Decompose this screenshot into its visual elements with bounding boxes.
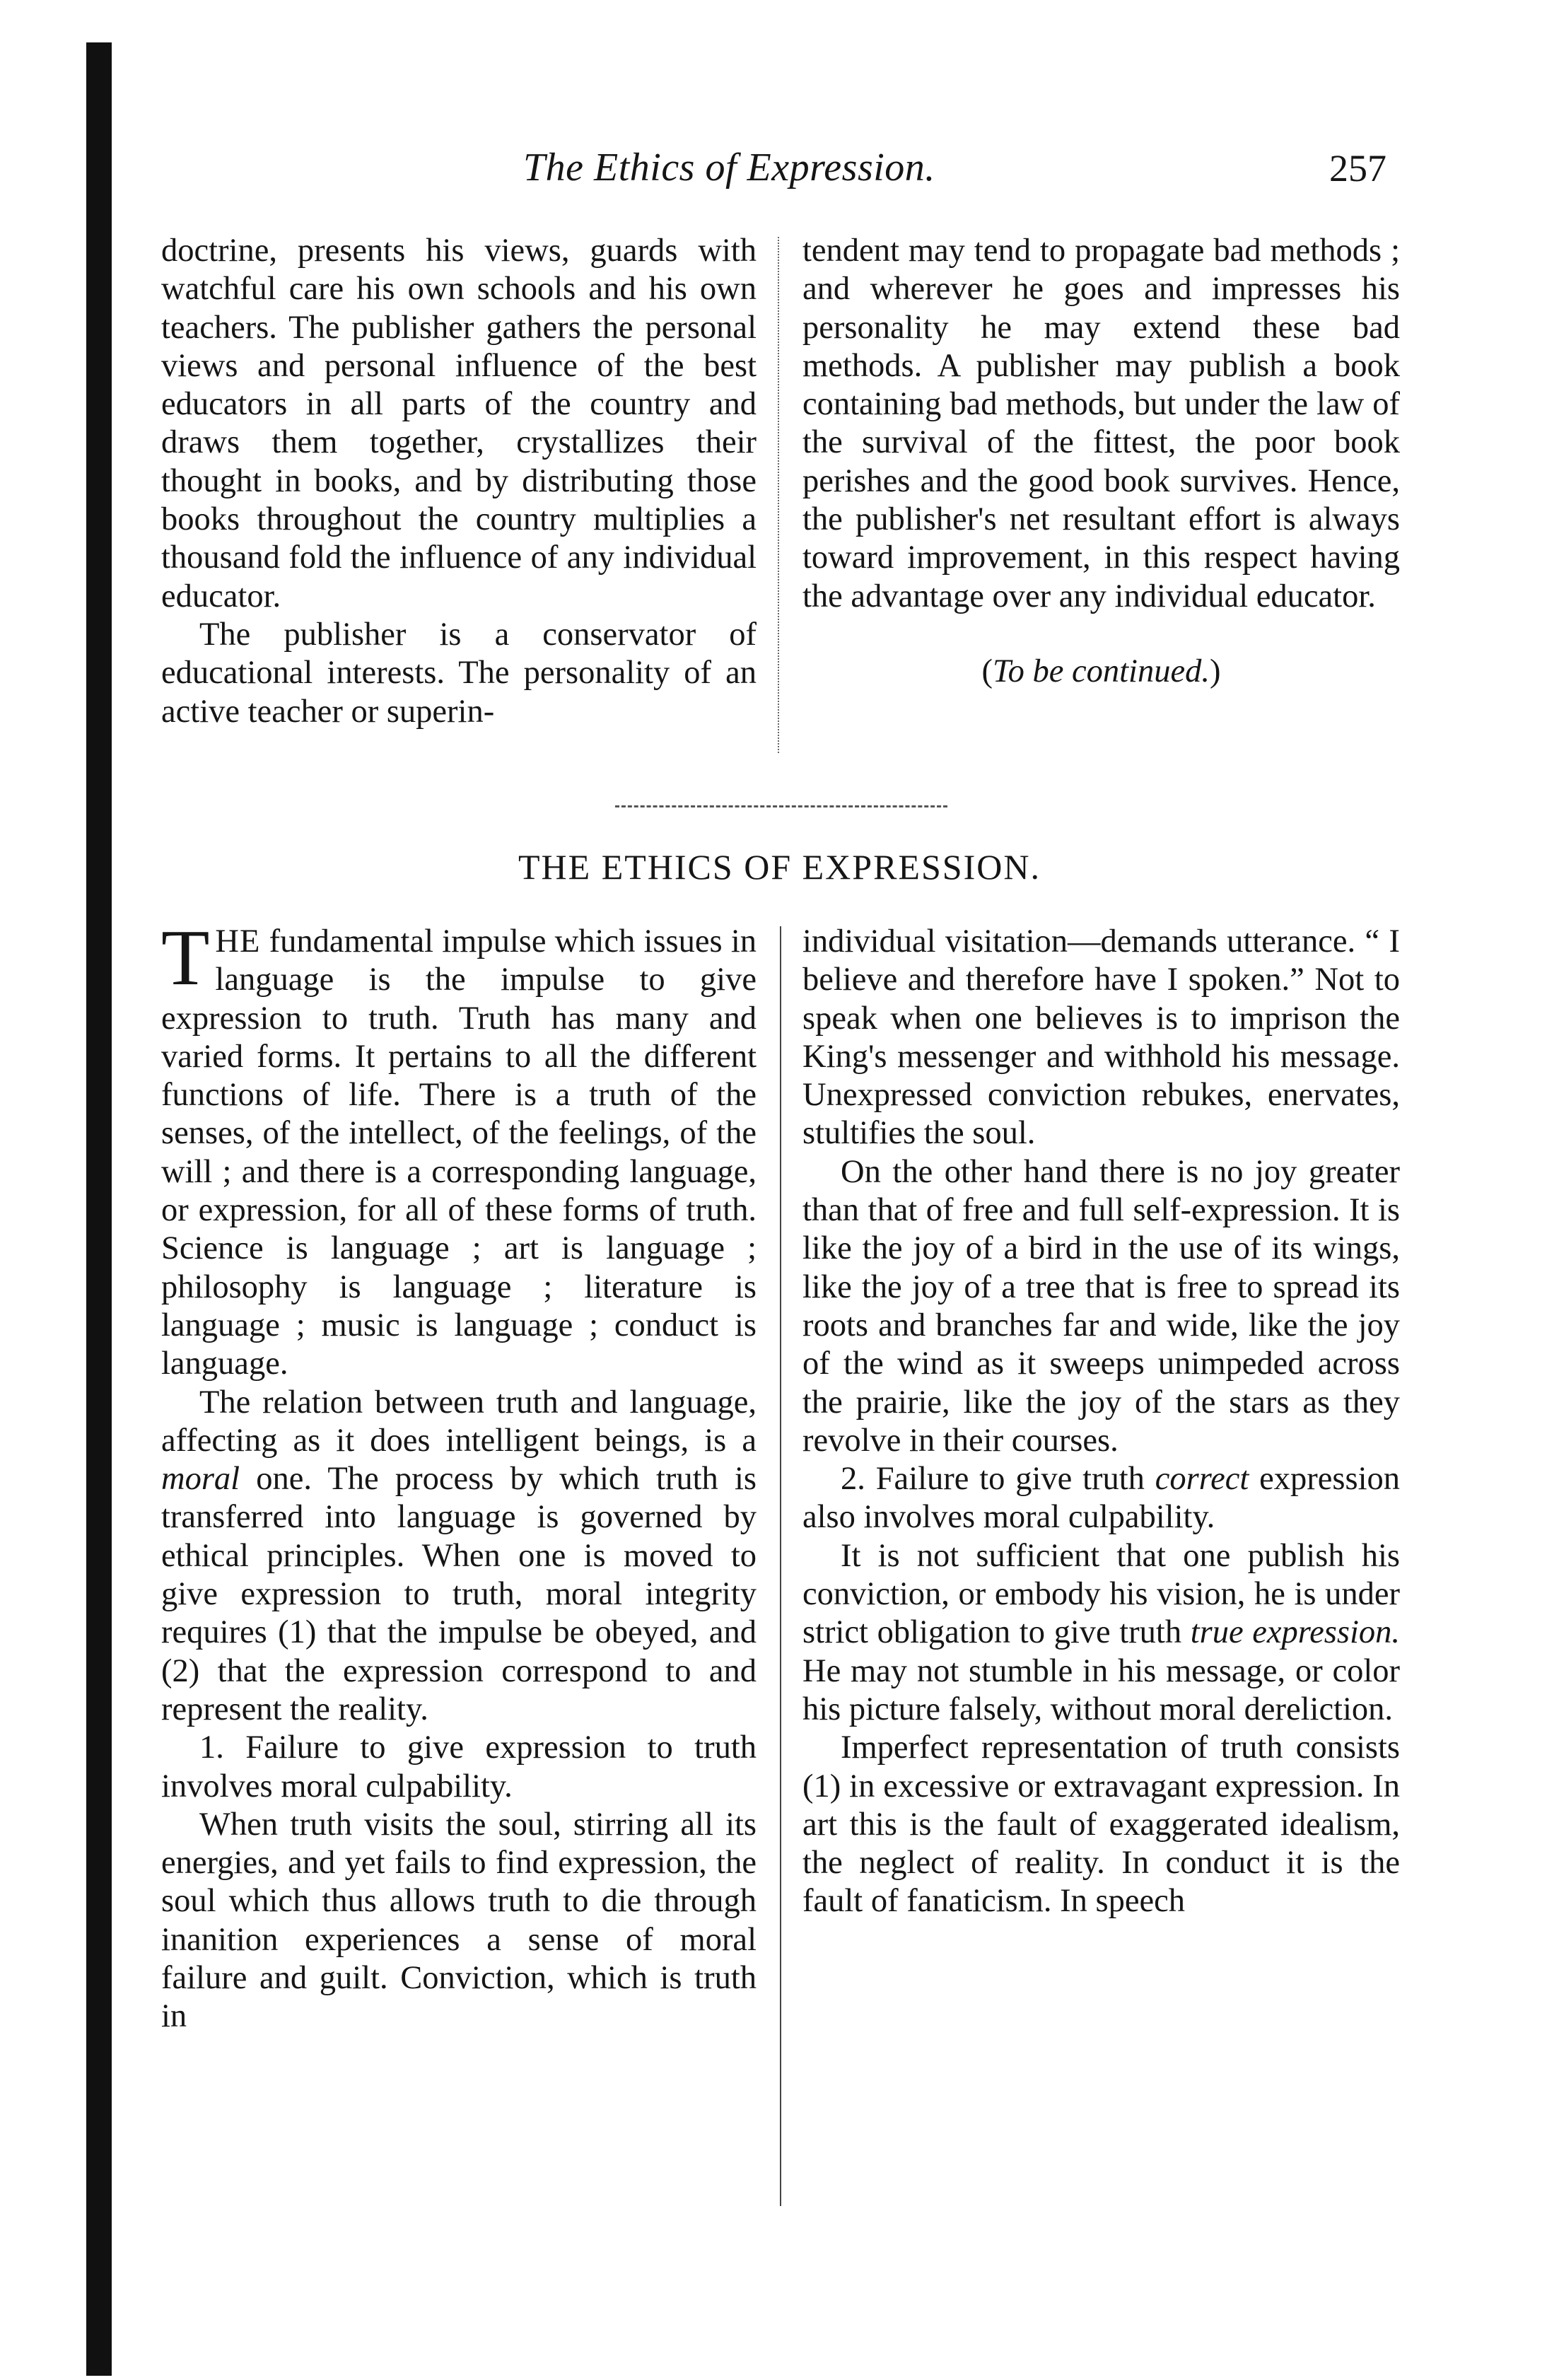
top-right-column: [802, 232, 1400, 691]
paragraph: doctrine, presents his views, guards with watchful care his own schools and his own teachers. The publisher gathers the personal views and personal influence of the best educators in all parts of the country and draws them together, crystallizes their thought in books, and by distributing those books throughout the country multiplies a thousand fold the influence of any individual educator.: [161, 233, 757, 614]
bottom-left-column: [161, 914, 757, 2036]
continued-text: To be continued.: [993, 653, 1210, 689]
bottom-right-column: [802, 923, 1400, 1921]
paragraph: It is not sufficient that one publish his conviction, or embody his vision, he is under strict obligation to give truth true expression. He may not stumble in his message, or color his picture falsely, without moral dereliction.: [802, 1537, 1401, 1727]
scan-binding-edge: [86, 42, 112, 2376]
paragraph: 1. Failure to give expression to truth involves moral culpability.: [161, 1729, 757, 1804]
column-divider-bottom: [780, 926, 783, 2206]
column-divider-top: [778, 237, 781, 753]
paragraph: 2. Failure to give truth correct expression also involves moral culpability.: [802, 1461, 1401, 1536]
article-title: THE ETHICS OF EXPRESSION.: [518, 847, 1041, 887]
emphasis: true expression.: [1190, 1614, 1401, 1651]
first-word: HE: [215, 923, 261, 959]
section-separator: [615, 805, 947, 807]
paragraph: The publisher is a conservator of educational interests. The personality of an active teacher or superin-: [161, 616, 757, 730]
paragraph: tendent may tend to propagate bad methods ; and wherever he goes and impresses his personality he may extend these bad methods. A publisher may publish a book containing bad methods, but under the law of the survival of the fittest, the poor book perishes and the good book survives. Hence, the publisher's net resultant effort is always toward improvement, in this respect having the advantage over any individual educator.: [802, 233, 1400, 614]
top-left-column: [161, 232, 757, 731]
paragraph: individual visitation—demands utterance. “ I believe and therefore have I spoken.” Not to speak when one believes is to imprison the King's messenger and withhold his message. Unexpressed conviction rebukes, enervates, stultifies the soul.: [802, 923, 1400, 1152]
drop-cap: T: [161, 914, 210, 1002]
to-be-continued-note: (To be continued.): [981, 653, 1221, 689]
paragraph: Imperfect representation of truth consists (1) in excessive or extravagant expression. In art this is the fault of exaggerated idealism, the neglect of reality. In conduct it is the fault of fanaticism. In speech: [802, 1729, 1400, 1920]
paragraph: When truth visits the soul, stirring all its energies, and yet fails to find expression, the soul which thus allows truth to die through inanition experiences a sense of moral failure and guilt. Conviction, which is truth in: [161, 1806, 757, 2035]
paragraph: The relation between truth and language, affecting as it does intelligent beings, is a moral one. The process by which truth is transferred into language is governed by ethical principles. When one is moved to give expression to truth, moral integrity requires (1) that the impulse be obeyed, and (2) that the expression correspond to and represent the reality.: [161, 1384, 757, 1727]
emphasis: moral: [161, 1461, 240, 1498]
emphasis: correct: [1155, 1461, 1249, 1498]
running-title: The Ethics of Expression.: [523, 146, 935, 189]
opening-paragraph: THE fundamental impulse which issues in language is the impulse to give expression to truth. Truth has many and varied forms. It pertains to all the different functions of life. There is a truth of the senses, of the intellect, of the feelings, of the will ; and there is a corresponding language, or expression, for all of these forms of truth. Science is language ; art is language ; philosophy is language ; literature is language ; music is language ; conduct is language.: [161, 914, 757, 1382]
paragraph: On the other hand there is no joy greater than that of free and full self-expression. It is like the joy of a bird in the use of its wings, like the joy of a tree that is free to spread its roots and branches far and wide, like the joy of the wind as it sweeps unimpeded across the prairie, like the joy of the stars as they revolve in their courses.: [802, 1153, 1400, 1459]
page-number: 257: [1329, 147, 1386, 189]
